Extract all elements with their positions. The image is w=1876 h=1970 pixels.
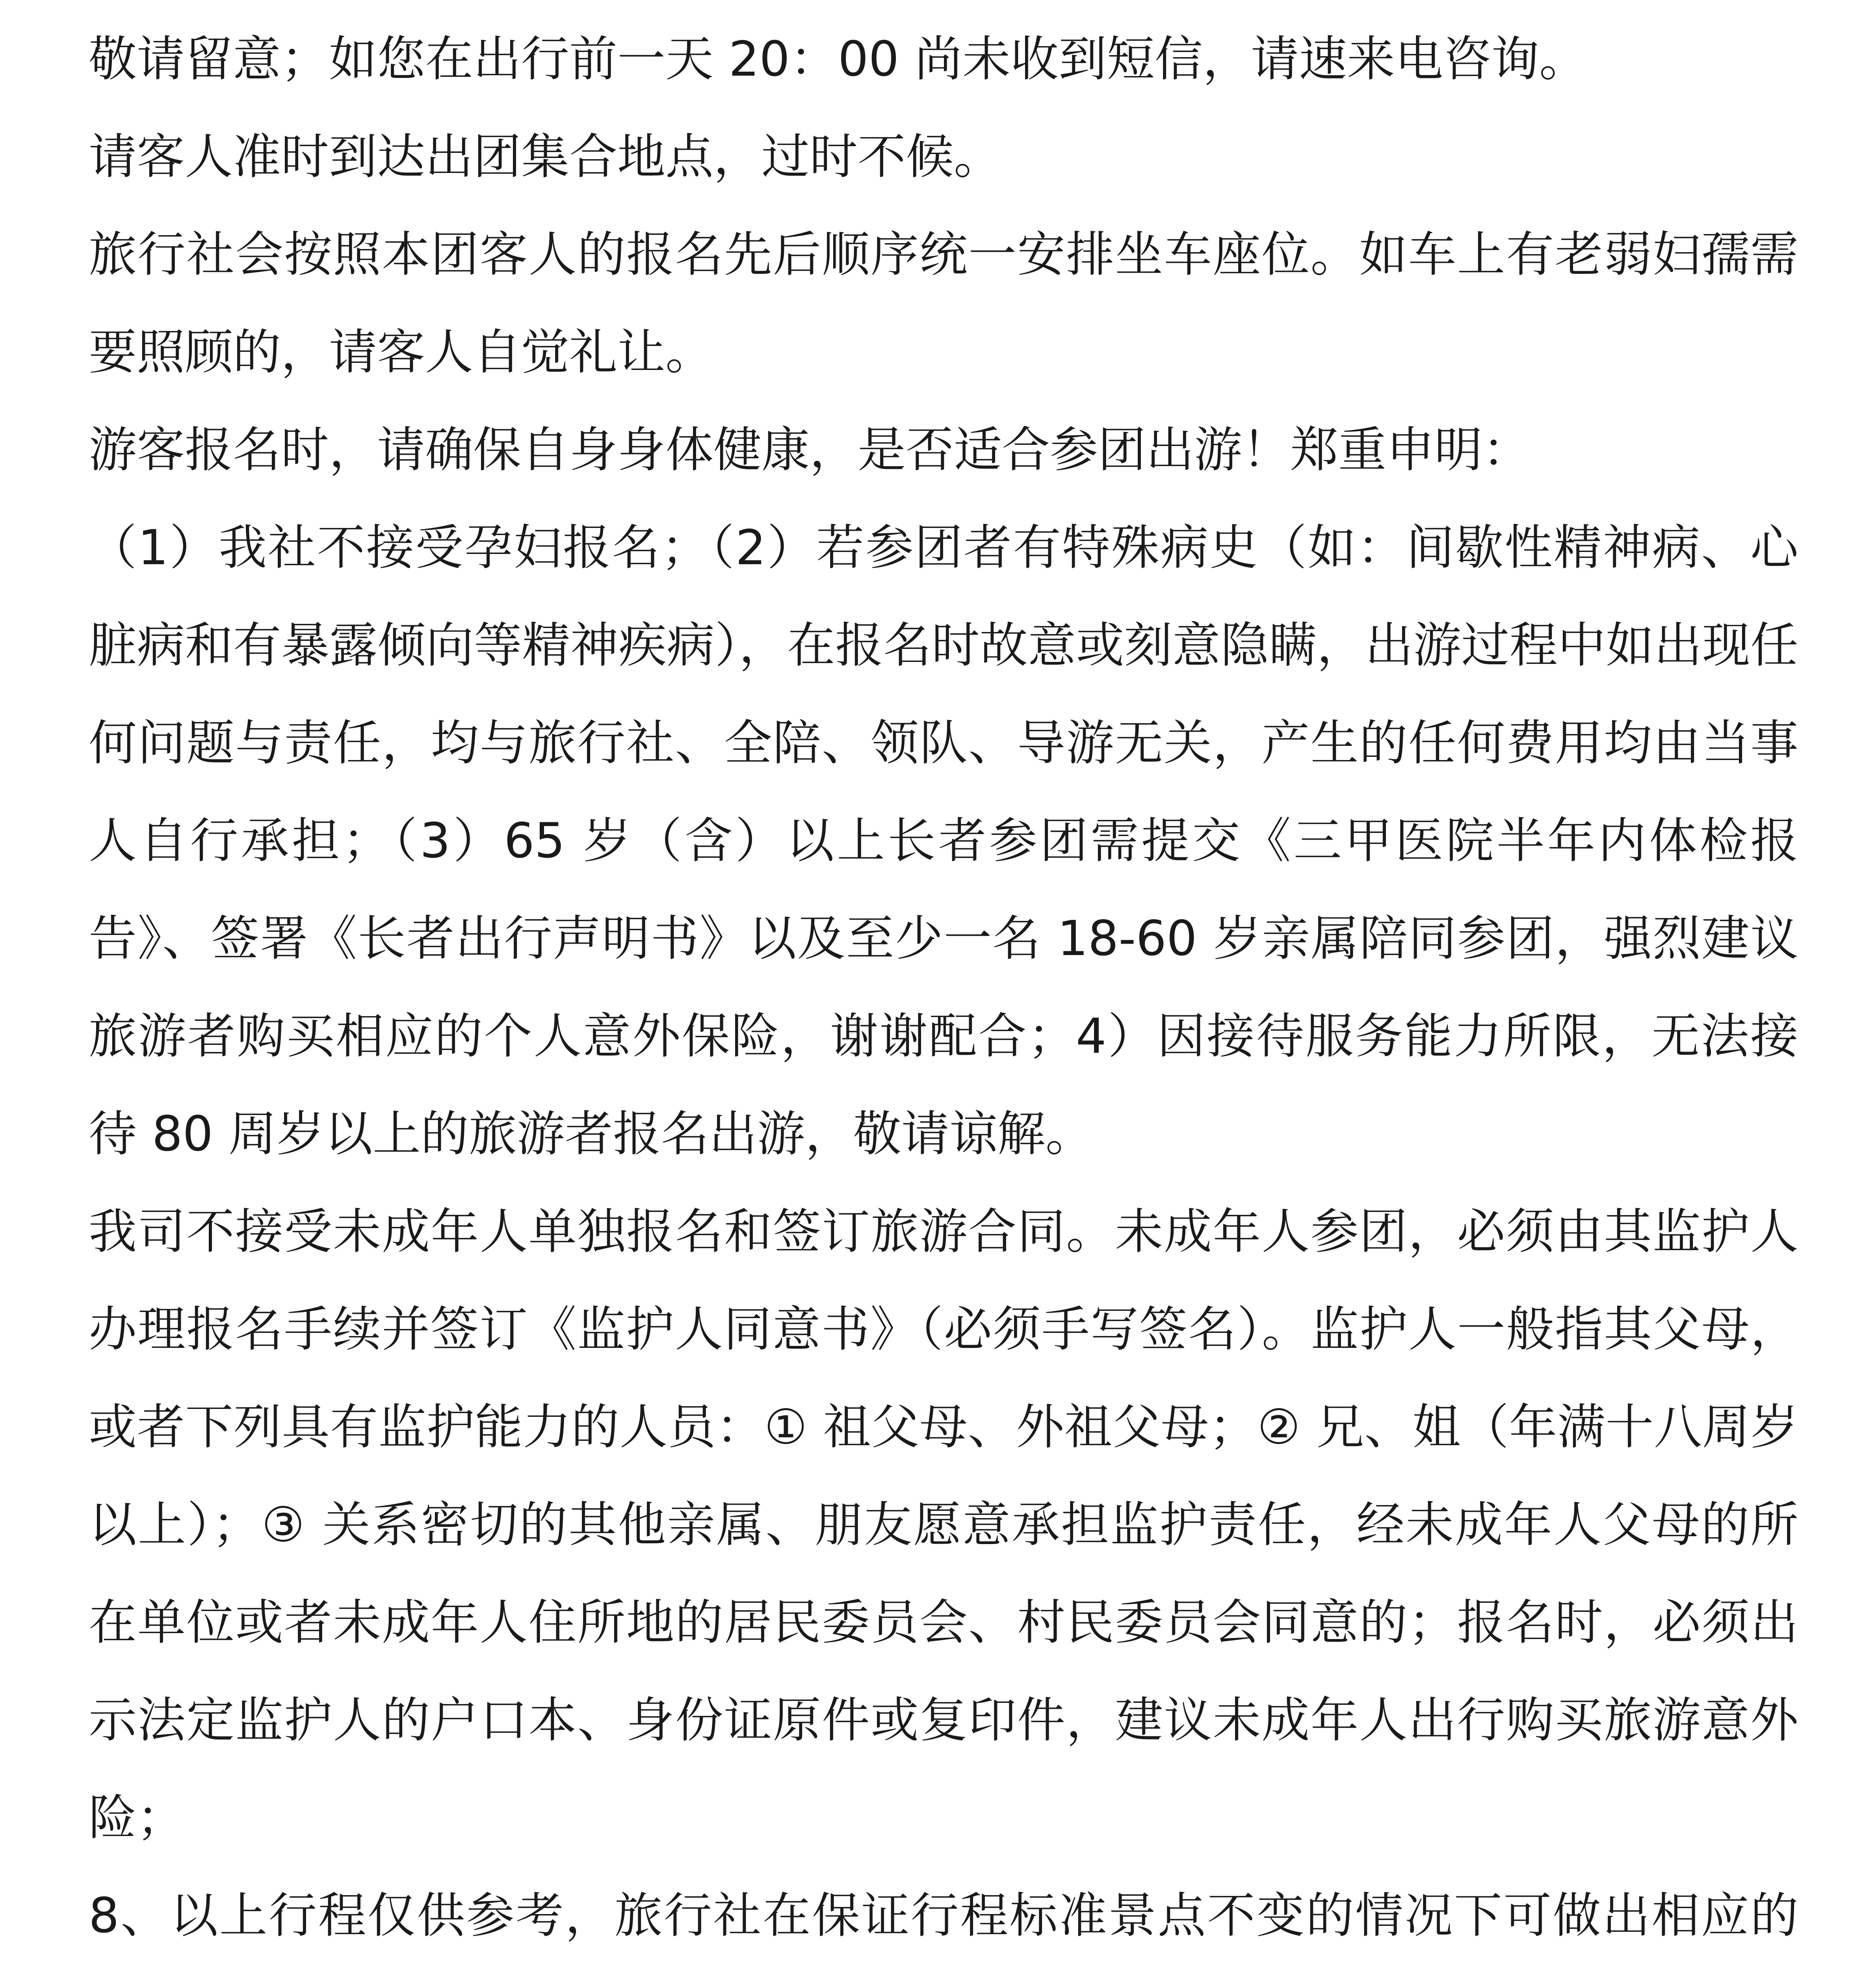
paragraph-sms-notice: 敬请留意；如您在出行前一天 20：00 尚未收到短信，请速来电咨询。 <box>89 31 1588 87</box>
paragraph-seating: 旅行社会按照本团客人的报名先后顺序统一安排坐车座位。如车上有老弱妇孺需要照顾的，请客人自觉礼让。 <box>89 227 1798 380</box>
paragraph-minors: 我司不接受未成年人单独报名和签订旅游合同。未成年人参团，必须由其监护人办理报名手续并签订《监护人同意书》（必须手写签名）。监护人一般指其父母，或者下列具有监护能力的人员：① 祖父母、外祖父母；② 兄、姐（年满十八周岁以上）；③ 关系密切的其他亲属、朋友愿意承担监护责任，经未成年人父母的所在单位或者未成年人住所地的居民委员会、村民委员会同意的；报名时，必须出示法定监护人的户口本、身份证原件或复印件，建议未成年人出行购买旅游意外险； <box>89 1204 1798 1846</box>
paragraph-health-declaration: 游客报名时，请确保自身身体健康，是否适合参团出游！郑重申明： <box>89 422 1531 478</box>
paragraph-item-8: 8、以上行程仅供参考，旅行社在保证行程标准景点不变的情况下可做出相应的 <box>89 1888 1798 1944</box>
paragraph-punctuality: 请客人准时到达出团集合地点，过时不候。 <box>89 129 1002 185</box>
paragraph-health-terms: （1）我社不接受孕妇报名；（2）若参团者有特殊病史（如：间歇性精神病、心脏病和有暴露倾向等精神疾病），在报名时故意或刻意隐瞒，出游过程中如出现任何问题与责任，均与旅行社、全陪、领队、导游无关，产生的任何费用均由当事人自行承担；（3）65 岁（含）以上长者参团需提交《三甲医院半年内体检报告》、签署《长者出行声明书》以及至少一名 18-60 岁亲属陪同参团，强烈建议旅游者购买相应的个人意外保险，谢谢配合；4）因接待服务能力所限，无法接待 80 周岁以上的旅游者报名出游，敬请谅解。 <box>89 520 1798 1162</box>
document-body <box>89 10 1798 1970</box>
